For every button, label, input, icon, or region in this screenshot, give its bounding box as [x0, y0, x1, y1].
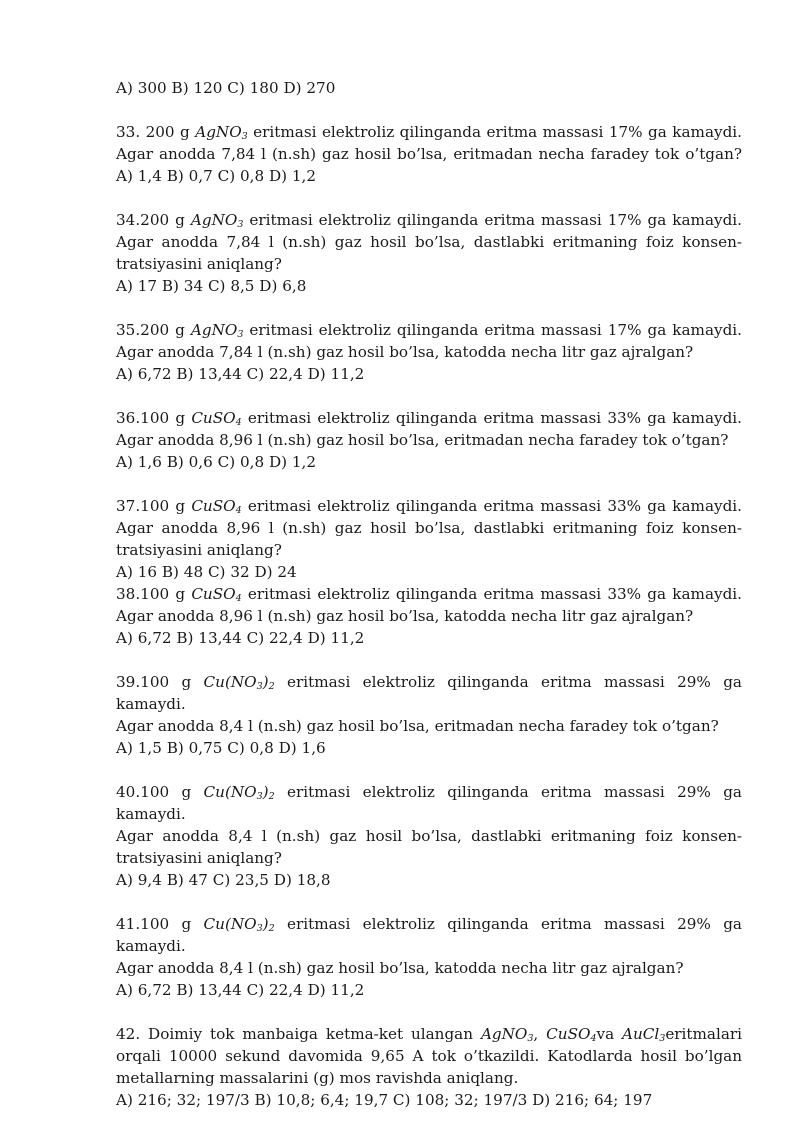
question-line: 37.100 g CuSO$_4$ eritmasi elektroliz qilinganda eritma massasi 33% ga kamaydi.: [116, 497, 742, 516]
question-line: Agar anodda 8,96 l (n.sh) gaz hosil bo’lsa, katodda necha litr gaz ajralgan?: [116, 607, 694, 625]
question-line: 39.100 g $Cu(NO_3)_2$ eritmasi elektroliz qilinganda eritma massasi 29% ga kamaydi.: [116, 673, 742, 713]
question-line: 42. Doimiy tok manbaiga ketma-ket ulangan AgNO$_3$, CuSO$_4$va AuCl$_3$eritmalari: [116, 1025, 743, 1044]
answer-options: A) 6,72 B) 13,44 C) 22,4 D) 11,2: [116, 981, 365, 999]
answer-options: A) 17 B) 34 C) 8,5 D) 6,8: [116, 277, 307, 295]
question-line: Agar anodda 8,4 l (n.sh) gaz hosil bo’lsa, dastlabki eritmaning foiz konsen-: [116, 827, 742, 845]
question-41: [116, 913, 742, 1001]
question-line: tratsiyasini aniqlang?: [116, 255, 282, 273]
question-34: [116, 209, 742, 297]
answer-options: A) 1,6 B) 0,6 C) 0,8 D) 1,2: [116, 453, 317, 471]
question-line: Agar anodda 8,96 l (n.sh) gaz hosil bo’lsa, dastlabki eritmaning foiz konsen-: [116, 519, 742, 537]
answer-options: A) 9,4 B) 47 C) 23,5 D) 18,8: [116, 871, 331, 889]
answer-options: A) 216; 32; 197/3 B) 10,8; 6,4; 19,7 C) 108; 32; 197/3 D) 216; 64; 197: [116, 1091, 653, 1109]
question-35: [116, 319, 742, 385]
question-line: Agar anodda 8,96 l (n.sh) gaz hosil bo’lsa, eritmadan necha faradey tok o’tgan?: [116, 431, 729, 449]
question-line: tratsiyasini aniqlang?: [116, 849, 282, 867]
question-line: Agar anodda 7,84 l (n.sh) gaz hosil bo’lsa, dastlabki eritmaning foiz konsen-: [116, 233, 742, 251]
question-line: Agar anodda 7,84 l (n.sh) gaz hosil bo’lsa, katodda necha litr gaz ajralgan?: [116, 343, 694, 361]
answer-options: A) 1,5 B) 0,75 C) 0,8 D) 1,6: [116, 739, 326, 757]
question-line: 36.100 g CuSO$_4$ eritmasi elektroliz qilinganda eritma massasi 33% ga kamaydi.: [116, 409, 742, 428]
question-line: Agar anodda 8,4 l (n.sh) gaz hosil bo’lsa, eritmadan necha faradey tok o’tgan?: [116, 717, 719, 735]
question-line: orqali 10000 sekund davomida 9,65 A tok o’tkazildi. Katodlarda hosil bo’lgan: [116, 1047, 742, 1065]
question-37: [116, 495, 742, 583]
answer-options: A) 6,72 B) 13,44 C) 22,4 D) 11,2: [116, 365, 365, 383]
question-39: [116, 671, 742, 759]
question-line: Agar anodda 8,4 l (n.sh) gaz hosil bo’lsa, katodda necha litr gaz ajralgan?: [116, 959, 684, 977]
question-36: [116, 407, 742, 473]
answer-options: A) 16 B) 48 C) 32 D) 24: [116, 563, 297, 581]
question-40: [116, 781, 742, 891]
question-line: metallarning massalarini (g) mos ravishda aniqlang.: [116, 1069, 519, 1087]
document-page: [116, 77, 742, 1111]
question-line: 34.200 g AgNO$_3$ eritmasi elektroliz qilinganda eritma massasi 17% ga kamaydi.: [116, 211, 742, 230]
question-line: 38.100 g CuSO$_4$ eritmasi elektroliz qilinganda eritma massasi 33% ga kamaydi.: [116, 585, 742, 604]
question-line: 35.200 g AgNO$_3$ eritmasi elektroliz qilinganda eritma massasi 17% ga kamaydi.: [116, 321, 742, 340]
question-line: 33. 200 g AgNO$_3$ eritmasi elektroliz qilinganda eritma massasi 17% ga kamaydi.: [116, 123, 742, 142]
question-line: Agar anodda 7,84 l (n.sh) gaz hosil bo’lsa, eritmadan necha faradey tok o’tgan?: [116, 145, 742, 163]
question-line: 41.100 g $Cu(NO_3)_2$ eritmasi elektroliz qilinganda eritma massasi 29% ga kamaydi.: [116, 915, 742, 955]
question-line: 40.100 g $Cu(NO_3)_2$ eritmasi elektroliz qilinganda eritma massasi 29% ga kamaydi.: [116, 783, 742, 823]
answer-options: A) 6,72 B) 13,44 C) 22,4 D) 11,2: [116, 629, 365, 647]
answer-options-32: A) 300 B) 120 C) 180 D) 270: [116, 79, 336, 97]
question-42: [116, 1023, 742, 1111]
question-33: [116, 121, 742, 187]
question-line: tratsiyasini aniqlang?: [116, 541, 282, 559]
question-38: [116, 583, 742, 649]
answer-options: A) 1,4 B) 0,7 C) 0,8 D) 1,2: [116, 167, 317, 185]
